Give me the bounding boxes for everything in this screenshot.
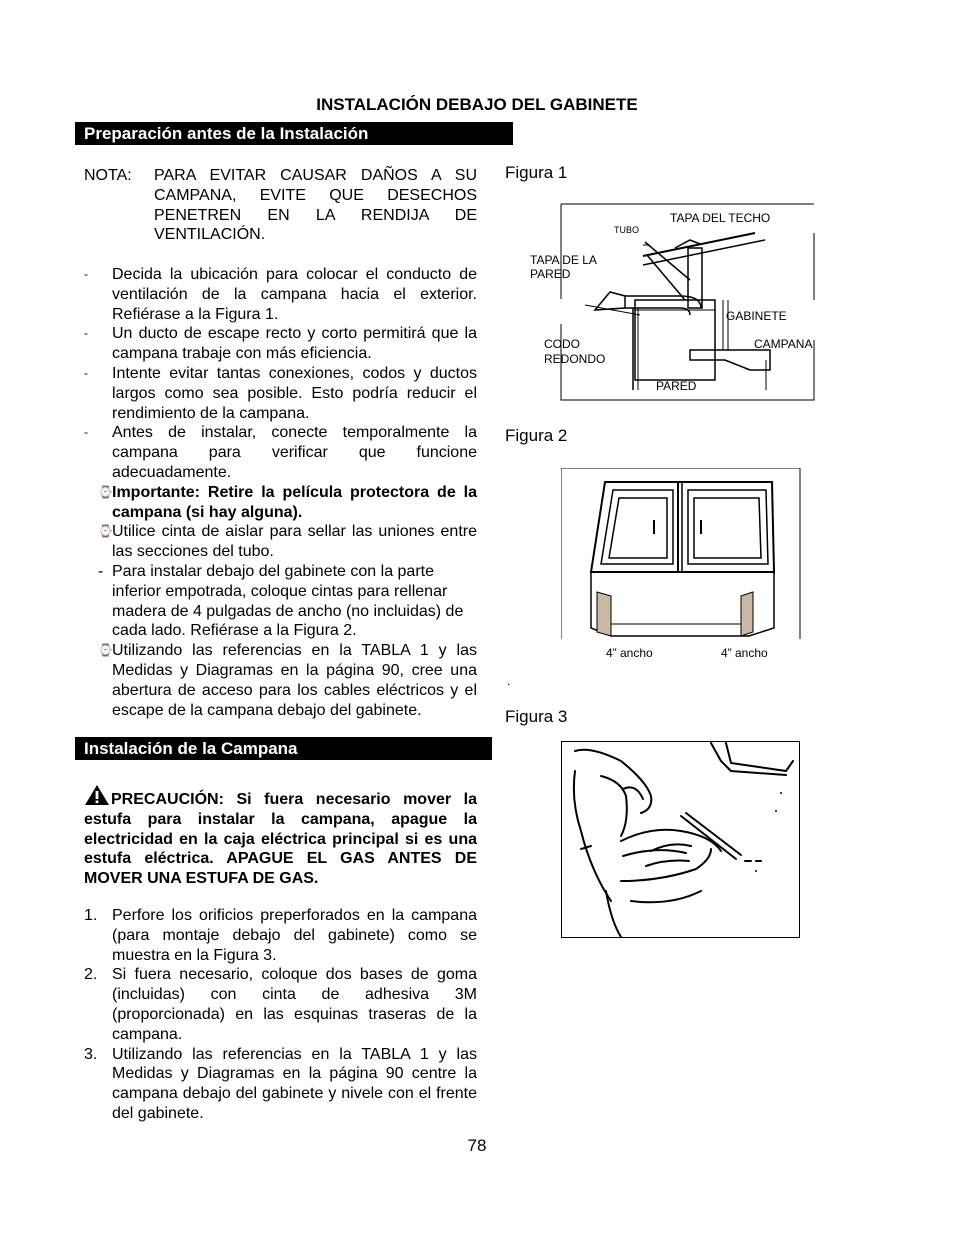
list-item: ⌚ Utilice cinta de aislar para sellar las uniones entre las secciones del tubo.	[98, 523, 477, 561]
warning-icon	[84, 784, 110, 806]
list-item: ⌚ Utilizando las referencias en la TABLA 1 y las Medidas y Diagramas en la página 90, cree una abertura de acceso para los cables eléctricos y el escape de la campana debajo del gabinete.	[98, 642, 477, 719]
clock-bullet-icon: ⌚	[98, 484, 113, 499]
figure1-label: Figura 1	[505, 163, 568, 182]
section-heading-preparation: Preparación antes de la Instalación	[75, 122, 513, 145]
page-title: INSTALACIÓN DEBAJO DEL GABINETE	[316, 95, 638, 114]
figure1-duct-diagram	[525, 200, 817, 402]
label-tapa-pared: TAPA DE LA PARED	[530, 253, 597, 281]
label-right-width: 4” ancho	[721, 646, 768, 660]
label-gabinete: GABINETE	[726, 309, 787, 323]
label-pared: PARED	[656, 379, 697, 393]
figure2-label: Figura 2	[505, 426, 568, 445]
figure3-label: Figura 3	[505, 707, 568, 726]
steps-list	[84, 906, 477, 1124]
note-text: PARA EVITAR CAUSAR DAÑOS A SU CAMPANA, EVITE QUE DESECHOS PENETREN EN LA RENDIJA DE VENTILACIÓN.	[154, 167, 477, 244]
clock-bullet-icon: ⌚	[98, 524, 113, 539]
list-item: 3. Utilizando las referencias en la TABLA 1 y las Medidas y Diagramas en la página 90 centre la campana debajo del gabinete y nivele con el frente del gabinete.	[84, 1045, 477, 1122]
note-label: NOTA:	[84, 167, 132, 184]
label-codo: CODO REDONDO	[544, 337, 606, 366]
list-item: - Antes de instalar, conecte temporalmente la campana para verificar que funcione adecuadamente.	[84, 424, 477, 481]
figure2-cabinet-diagram	[561, 468, 801, 640]
list-item: ⌚ Importante: Retire la película protectora de la campana (si hay alguna).	[98, 483, 477, 521]
list-item: - Para instalar debajo del gabinete con la parte inferior empotrada, coloque cintas para rellenar madera de 4 pulgadas de ancho (no incluidas) de cada lado. Refiérase a la Figura 2.	[98, 562, 464, 640]
list-item: - Decida la ubicación para colocar el conducto de ventilación de la campana hacia el exterior. Refiérase a la Figura 1.	[84, 266, 477, 323]
figure3-drilling-illustration	[561, 741, 801, 939]
list-item: - Un ducto de escape recto y corto permitirá que la campana trabaje con más eficiencia.	[84, 325, 477, 363]
label-tubo: TUBO	[614, 225, 640, 235]
list-item: 1. Perfore los orificios preperforados en la campana (para montaje debajo del gabinete) como se muestra en la Figura 3.	[84, 907, 477, 964]
list-item: 2. Si fuera necesario, coloque dos bases de goma (incluidas) con cinta de adhesiva 3M (proporcionada) en las esquinas traseras de la campana.	[84, 966, 477, 1043]
page-number: 78	[467, 1136, 487, 1155]
clock-bullet-icon: ⌚	[98, 643, 113, 658]
section-heading-installation: Instalación de la Campana	[75, 737, 492, 760]
label-left-width: 4” ancho	[606, 646, 653, 660]
label-tapa-techo: TAPA DEL TECHO	[670, 211, 771, 225]
note-block	[84, 166, 477, 245]
label-campana: CAMPANA	[754, 337, 813, 351]
list-item: - Intente evitar tantas conexiones, codos y ductos largos como sea posible. Esto podría reducir el rendimiento de la campana.	[84, 364, 477, 422]
caution-block: PRECAUCIÓN: Si fuera necesario mover la estufa para instalar la campana, apague la electricidad en la caja eléctrica principal si es una estufa eléctrica. APAGUE EL GAS ANTES DE MOVER UNA ESTUFA DE GAS.	[84, 784, 477, 889]
prep-list	[84, 265, 477, 720]
